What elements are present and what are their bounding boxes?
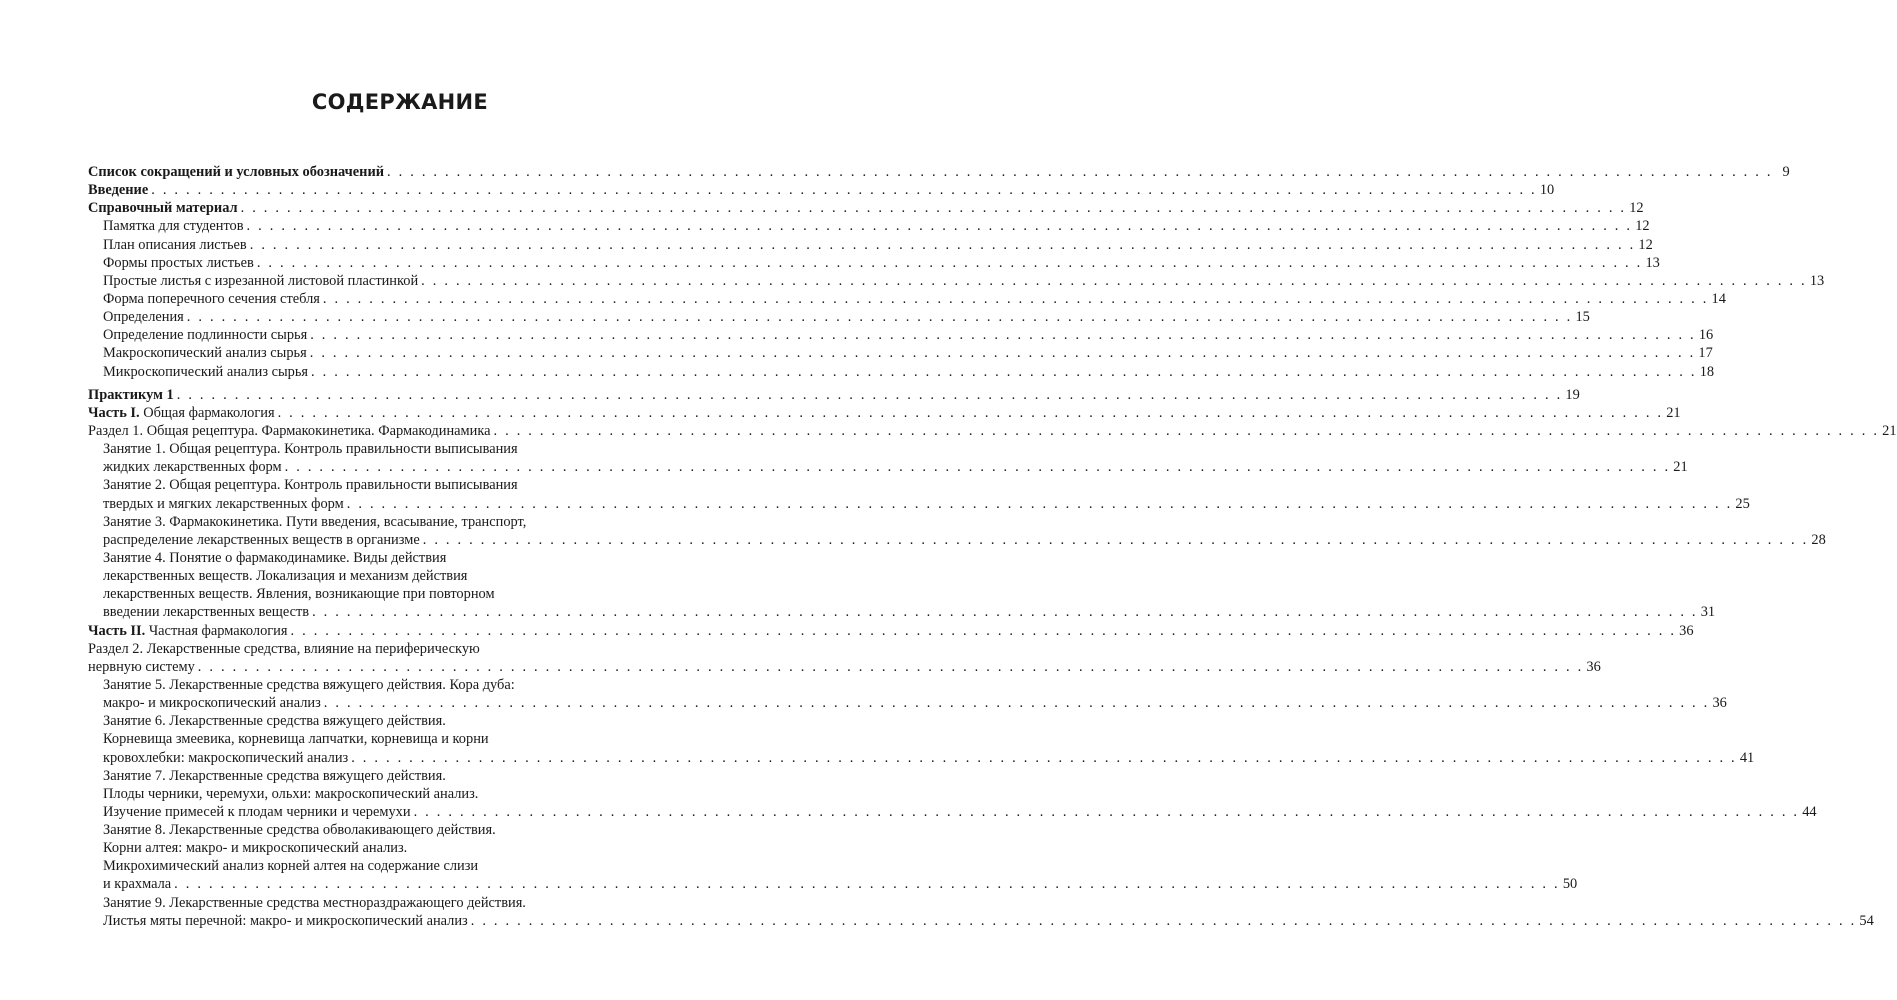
toc-entry-line [88,658,1601,676]
toc-page-number: 18 [1699,363,1715,380]
dot-leader: . . . . . . . . . . . . . . . . . . . . . . . . . . . . . . . . . . . . . . . . . . . . . . . . . . . . . . . . . . . . . . . . . . . . . . . . . . . . . . . . . . . . . . . . . . . . . . . . . . . . . . . . . . . . . . . . . . . . . . . . [174,876,1560,893]
toc-entry-line [88,749,1755,767]
dot-leader: . . . . . . . . . . . . . . . . . . . . . . . . . . . . . . . . . . . . . . . . . . . . . . . . . . . . . . . . . . . . . . . . . . . . . . . . . . . . . . . . . . . . . . . . . . . . . . . . . . . . . . . . . . . . . . . . . . . . . . . . [422,531,1809,548]
toc-entry-title: Микроскопический анализ сырья [103,363,309,380]
toc-entry-text-line: Занятие 6. Лекарственные средства вяжущего действия. [103,713,446,730]
dot-leader: . . . . . . . . . . . . . . . . . . . . . . . . . . . . . . . . . . . . . . . . . . . . . . . . . . . . . . . . . . . . . . . . . . . . . . . . . . . . . . . . . . . . . . . . . . . . . . . . . . . . . . . . . . . . . . . . . . . . . . . . [151,182,1537,199]
toc-entry-title: Раздел 1. Общая рецептура. Фармакокинетика. Фармакодинамика [88,422,491,439]
dot-leader: . . . . . . . . . . . . . . . . . . . . . . . . . . . . . . . . . . . . . . . . . . . . . . . . . . . . . . . . . . . . . . . . . . . . . . . . . . . . . . . . . . . . . . . . . . . . . . . . . . . . . . . . . . . . . . . . . . . . . . . . [310,327,1696,344]
toc-entry[interactable] [88,422,1897,440]
toc-entry-line [88,531,1826,549]
dot-leader: . . . . . . . . . . . . . . . . . . . . . . . . . . . . . . . . . . . . . . . . . . . . . . . . . . . . . . . . . . . . . . . . . . . . . . . . . . . . . . . . . . . . . . . . . . . . . . . . . . . . . . . . . . . . . . . . . . . . . . . . [309,345,1696,362]
toc-entry[interactable] [88,513,1826,549]
dot-leader: . . . . . . . . . . . . . . . . . . . . . . . . . . . . . . . . . . . . . . . . . . . . . . . . . . . . . . . . . . . . . . . . . . . . . . . . . . . . . . . . . . . . . . . . . . . . . . . . . . . . . . . . . . . . . . . . . . . . . . . . [387,164,1773,180]
toc-entry-text-line: Корневища змеевика, корневища лапчатки, корневища и корни [103,731,489,748]
toc-page-number: 28 [1811,531,1826,548]
toc-entry-title: Справочный материал [88,200,238,217]
toc-entry-title: Список сокращений и условных обозначений [88,164,385,180]
toc-entry[interactable] [88,272,1825,290]
toc-entry-title: Определения [103,309,184,326]
toc-entry[interactable] [88,163,1790,181]
toc-page-number: 10 [1539,182,1555,199]
toc-entry-title: Макроскопический анализ сырья [103,345,307,362]
toc-entry-line [88,363,1715,381]
dot-leader: . . . . . . . . . . . . . . . . . . . . . . . . . . . . . . . . . . . . . . . . . . . . . . . . . . . . . . . . . . . . . . . . . . . . . . . . . . . . . . . . . . . . . . . . . . . . . . . . . . . . . . . . . . . . . . . . . . . . . . . . [413,803,1800,820]
toc-entry[interactable] [88,181,1555,199]
toc-entry-line [88,404,1681,422]
dot-leader: . . . . . . . . . . . . . . . . . . . . . . . . . . . . . . . . . . . . . . . . . . . . . . . . . . . . . . . . . . . . . . . . . . . . . . . . . . . . . . . . . . . . . . . . . . . . . . . . . . . . . . . . . . . . . . . . . . . . . . . . [493,422,1880,439]
dot-leader: . . . . . . . . . . . . . . . . . . . . . . . . . . . . . . . . . . . . . . . . . . . . . . . . . . . . . . . . . . . . . . . . . . . . . . . . . . . . . . . . . . . . . . . . . . . . . . . . . . . . . . . . . . . . . . . . . . . . . . . . [351,749,1737,766]
toc-part-title: Частная фармакология [145,622,288,639]
toc-part-label: Часть II. [88,622,146,639]
toc-entry-line [88,326,1714,344]
toc-entry-line [88,622,1694,640]
toc-page-number: 50 [1562,876,1578,893]
toc-entry-line [88,308,1590,326]
toc-page-number: 21 [1882,422,1897,439]
toc-entry-line [88,803,1817,821]
toc-page-number: 14 [1711,290,1726,307]
toc-entry-text-line: Занятие 4. Понятие о фармакодинамике. Виды действия [103,549,447,566]
toc-entry-text-line: Занятие 8. Лекарственные средства обволакивающего действия. [103,822,496,839]
toc-entry-line [88,163,1790,181]
toc-entry-title: твердых и мягких лекарственных форм [103,495,344,512]
toc-page-number: 12 [1629,200,1644,217]
toc-entry-title: и крахмала [103,876,172,893]
toc-entry-text-line: Занятие 5. Лекарственные средства вяжущего действия. Кора дуба: [103,676,515,693]
dot-leader: . . . . . . . . . . . . . . . . . . . . . . . . . . . . . . . . . . . . . . . . . . . . . . . . . . . . . . . . . . . . . . . . . . . . . . . . . . . . . . . . . . . . . . . . . . . . . . . . . . . . . . . . . . . . . . . . . . . . . . . . [421,272,1807,289]
toc-page-number: 15 [1575,309,1590,326]
dot-leader: . . . . . . . . . . . . . . . . . . . . . . . . . . . . . . . . . . . . . . . . . . . . . . . . . . . . . . . . . . . . . . . . . . . . . . . . . . . . . . . . . . . . . . . . . . . . . . . . . . . . . . . . . . . . . . . . . . . . . . . . [470,912,1857,929]
toc-entry-title: жидких лекарственных форм [103,459,282,476]
toc-entry-line [88,458,1688,476]
toc-entry-title [88,622,288,640]
dot-leader: . . . . . . . . . . . . . . . . . . . . . . . . . . . . . . . . . . . . . . . . . . . . . . . . . . . . . . . . . . . . . . . . . . . . . . . . . . . . . . . . . . . . . . . . . . . . . . . . . . . . . . . . . . . . . . . . . . . . . . . . [176,386,1563,403]
dot-leader: . . . . . . . . . . . . . . . . . . . . . . . . . . . . . . . . . . . . . . . . . . . . . . . . . . . . . . . . . . . . . . . . . . . . . . . . . . . . . . . . . . . . . . . . . . . . . . . . . . . . . . . . . . . . . . . . . . . . . . . . [311,363,1697,380]
toc-entry-text-line: Занятие 7. Лекарственные средства вяжущего действия. [103,767,446,784]
toc-entry-line [88,603,1716,621]
toc-entry-title: распределение лекарственных веществ в организме [103,531,420,548]
dot-leader: . . . . . . . . . . . . . . . . . . . . . . . . . . . . . . . . . . . . . . . . . . . . . . . . . . . . . . . . . . . . . . . . . . . . . . . . . . . . . . . . . . . . . . . . . . . . . . . . . . . . . . . . . . . . . . . . . . . . . . . . [312,604,1698,621]
toc-entry[interactable] [88,308,1590,326]
toc-page-number: 21 [1666,404,1681,421]
toc-entry-line [88,422,1897,440]
toc-entry-line [88,694,1727,712]
toc-page-number: 41 [1739,749,1755,766]
toc-page-number: 12 [1638,236,1653,253]
dot-leader: . . . . . . . . . . . . . . . . . . . . . . . . . . . . . . . . . . . . . . . . . . . . . . . . . . . . . . . . . . . . . . . . . . . . . . . . . . . . . . . . . . . . . . . . . . . . . . . . . . . . . . . . . . . . . . . . . . . . . . . . [240,200,1627,217]
toc-page-number: 17 [1698,345,1713,362]
toc-page-number: 36 [1679,622,1694,639]
toc-entry[interactable] [88,404,1681,422]
toc-entry-title: Простые листья с изрезанной листовой пластинкой [103,272,419,289]
toc-page-number: 31 [1700,604,1716,621]
dot-leader: . . . . . . . . . . . . . . . . . . . . . . . . . . . . . . . . . . . . . . . . . . . . . . . . . . . . . . . . . . . . . . . . . . . . . . . . . . . . . . . . . . . . . . . . . . . . . . . . . . . . . . . . . . . . . . . . . . . . . . . . [290,622,1677,639]
toc-page-number: 13 [1645,254,1660,271]
toc-entry[interactable] [88,894,1874,930]
toc-entry[interactable] [88,363,1715,381]
dot-leader: . . . . . . . . . . . . . . . . . . . . . . . . . . . . . . . . . . . . . . . . . . . . . . . . . . . . . . . . . . . . . . . . . . . . . . . . . . . . . . . . . . . . . . . . . . . . . . . . . . . . . . . . . . . . . . . . . . . . . . . . [197,658,1584,675]
toc-entry-line [88,875,1578,893]
dot-leader: . . . . . . . . . . . . . . . . . . . . . . . . . . . . . . . . . . . . . . . . . . . . . . . . . . . . . . . . . . . . . . . . . . . . . . . . . . . . . . . . . . . . . . . . . . . . . . . . . . . . . . . . . . . . . . . . . . . . . . . . [256,254,1643,271]
toc-entry-title: введении лекарственных веществ [103,604,310,621]
toc-entry-title: кровохлебки: макроскопический анализ [103,749,349,766]
toc-entry-line [88,254,1660,272]
toc-page-number: 16 [1698,327,1714,344]
dot-leader: . . . . . . . . . . . . . . . . . . . . . . . . . . . . . . . . . . . . . . . . . . . . . . . . . . . . . . . . . . . . . . . . . . . . . . . . . . . . . . . . . . . . . . . . . . . . . . . . . . . . . . . . . . . . . . . . . . . . . . . . [277,404,1664,421]
dot-leader: . . . . . . . . . . . . . . . . . . . . . . . . . . . . . . . . . . . . . . . . . . . . . . . . . . . . . . . . . . . . . . . . . . . . . . . . . . . . . . . . . . . . . . . . . . . . . . . . . . . . . . . . . . . . . . . . . . . . . . . . [323,695,1710,712]
toc-entry[interactable] [88,622,1694,640]
toc-entry-line [88,386,1580,404]
toc-entry-text-line: Занятие 9. Лекарственные средства местнораздражающего действия. [103,894,526,911]
toc-entry-line [88,290,1726,308]
toc-entry[interactable] [88,549,1716,622]
toc-page-number: 25 [1735,495,1750,512]
toc-entry-title: План описания листьев [103,236,247,253]
toc-entry[interactable] [88,386,1580,404]
toc-entry-title: Листья мяты перечной: макро- и микроскопический анализ [103,912,468,929]
toc-page-number: 36 [1712,695,1727,712]
page-title: СОДЕРЖАНИЕ [311,90,489,114]
toc-page-number: 12 [1635,218,1650,235]
toc-part-title: Общая фармакология [139,404,275,421]
toc-entry-line [88,344,1713,362]
dot-leader: . . . . . . . . . . . . . . . . . . . . . . . . . . . . . . . . . . . . . . . . . . . . . . . . . . . . . . . . . . . . . . . . . . . . . . . . . . . . . . . . . . . . . . . . . . . . . . . . . . . . . . . . . . . . . . . . . . . . . . . . [246,218,1633,235]
toc-entry-text-line: Занятие 2. Общая рецептура. Контроль правильности выписывания [103,477,518,494]
toc-entry-text-line: Корни алтея: макро- и микроскопический анализ. [103,840,408,857]
toc-page-number: 9 [1782,164,1790,180]
toc-entry-title: Памятка для студентов [103,218,244,235]
toc-entry-title [88,404,275,422]
toc-entry[interactable] [88,476,1750,512]
toc-page-number: 36 [1586,658,1601,675]
toc-page-number: 54 [1859,912,1874,929]
toc-entry[interactable] [88,767,1817,821]
toc-entry-title: Определение подлинности сырья [103,327,308,344]
toc-entry[interactable] [88,821,1578,894]
toc-entry-text-line: Микрохимический анализ корней алтея на содержание слизи [103,858,479,875]
toc-entry[interactable] [88,217,1650,235]
toc-entry-title: Практикум 1 [88,386,174,403]
toc-entry-line [88,181,1555,199]
toc-entry-text-line: Плоды черники, черемухи, ольхи: макроскопический анализ. [103,785,479,802]
toc-entry[interactable] [88,344,1713,362]
dot-leader: . . . . . . . . . . . . . . . . . . . . . . . . . . . . . . . . . . . . . . . . . . . . . . . . . . . . . . . . . . . . . . . . . . . . . . . . . . . . . . . . . . . . . . . . . . . . . . . . . . . . . . . . . . . . . . . . . . . . . . . . [186,309,1573,326]
toc-entry[interactable] [88,254,1660,272]
toc-entry-title: Формы простых листьев [103,254,254,271]
toc-entry-line [88,199,1644,217]
toc-entry-title: макро- и микроскопический анализ [103,695,321,712]
toc-entry-text-line: Занятие 1. Общая рецептура. Контроль правильности выписывания [103,441,518,458]
toc-entry-line [88,912,1874,930]
toc-page-number: 21 [1673,459,1688,476]
toc-page-number: 44 [1802,803,1817,820]
dot-leader: . . . . . . . . . . . . . . . . . . . . . . . . . . . . . . . . . . . . . . . . . . . . . . . . . . . . . . . . . . . . . . . . . . . . . . . . . . . . . . . . . . . . . . . . . . . . . . . . . . . . . . . . . . . . . . . . . . . . . . . . [249,236,1636,253]
toc-entry[interactable] [88,712,1755,766]
toc-entry-text-line: лекарственных веществ. Явления, возникающие при повторном [103,586,495,603]
dot-leader: . . . . . . . . . . . . . . . . . . . . . . . . . . . . . . . . . . . . . . . . . . . . . . . . . . . . . . . . . . . . . . . . . . . . . . . . . . . . . . . . . . . . . . . . . . . . . . . . . . . . . . . . . . . . . . . . . . . . . . . . [346,495,1733,512]
toc-entry-title: Введение [88,182,149,199]
toc-entry[interactable] [88,199,1644,217]
toc-entry[interactable] [88,236,1653,254]
toc-entry-title: Форма поперечного сечения стебля [103,290,320,307]
toc-page-number: 19 [1565,386,1580,403]
toc-entry-line [88,236,1653,254]
dot-leader: . . . . . . . . . . . . . . . . . . . . . . . . . . . . . . . . . . . . . . . . . . . . . . . . . . . . . . . . . . . . . . . . . . . . . . . . . . . . . . . . . . . . . . . . . . . . . . . . . . . . . . . . . . . . . . . . . . . . . . . . [322,290,1709,307]
toc-entry-line [88,217,1650,235]
toc-entry[interactable] [88,640,1601,676]
toc-entry-text-line: Раздел 2. Лекарственные средства, влияние на периферическую [88,640,480,657]
toc-page-number: 13 [1809,272,1825,289]
toc-entry-title: Изучение примесей к плодам черники и черемухи [103,803,411,820]
toc-entry[interactable] [88,676,1727,712]
toc-part-label: Часть I. [88,404,140,421]
toc-entry-title: нервную систему [88,658,195,675]
toc-entry[interactable] [88,290,1726,308]
toc-entry[interactable] [88,440,1688,476]
toc-entry-text-line: лекарственных веществ. Локализация и механизм действия [103,568,468,585]
toc-entry-text-line: Занятие 3. Фармакокинетика. Пути введения, всасывание, транспорт, [103,513,527,530]
table-of-contents [88,163,1897,930]
toc-entry-line [88,272,1825,290]
toc-entry-line [88,495,1750,513]
toc-entry[interactable] [88,326,1714,344]
dot-leader: . . . . . . . . . . . . . . . . . . . . . . . . . . . . . . . . . . . . . . . . . . . . . . . . . . . . . . . . . . . . . . . . . . . . . . . . . . . . . . . . . . . . . . . . . . . . . . . . . . . . . . . . . . . . . . . . . . . . . . . . [284,459,1671,476]
